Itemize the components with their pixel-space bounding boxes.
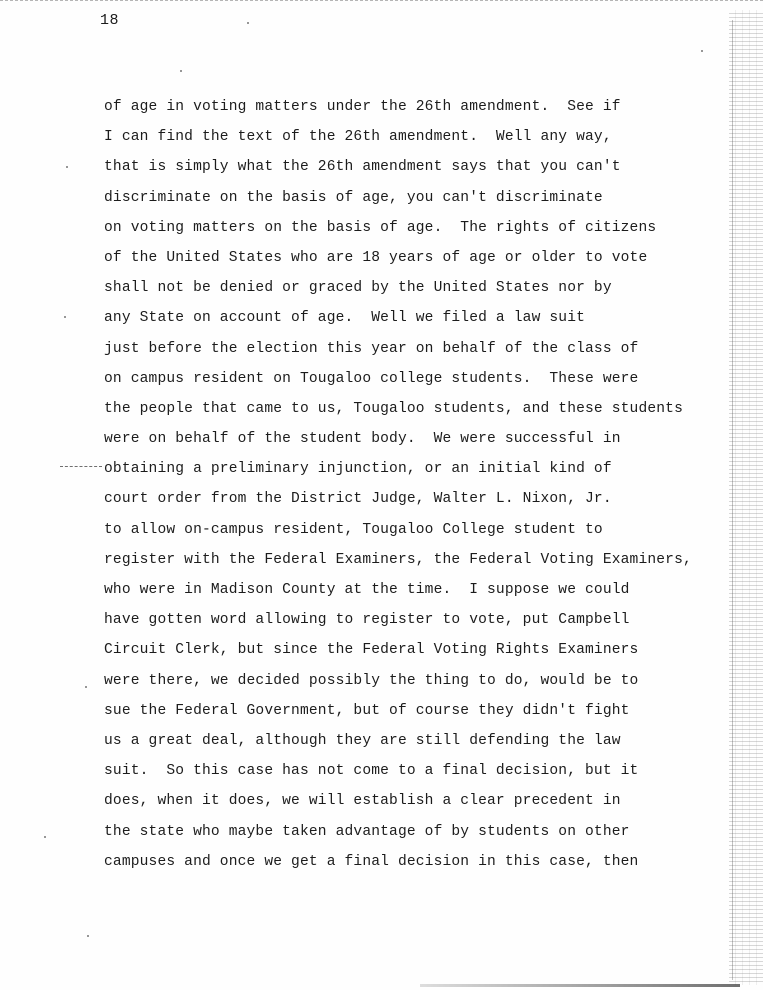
text-line: shall not be denied or graced by the United States nor by: [104, 280, 612, 297]
text-line: discriminate on the basis of age, you can't discriminate: [104, 189, 603, 206]
text-line: suit. So this case has not come to a final decision, but it: [104, 763, 639, 780]
scan-speck: [66, 166, 68, 168]
page-edge-line: [732, 20, 733, 980]
text-line: register with the Federal Examiners, the Federal Voting Examiners,: [104, 551, 692, 568]
text-line: to allow on-campus resident, Tougaloo College student to: [104, 521, 603, 538]
page-number: 18: [100, 12, 120, 29]
text-line: just before the election this year on behalf of the class of: [104, 340, 639, 357]
text-line: of age in voting matters under the 26th amendment. See if: [104, 99, 621, 115]
text-line: court order from the District Judge, Walter L. Nixon, Jr.: [104, 491, 612, 508]
text-line: have gotten word allowing to register to vote, put Campbell: [104, 612, 630, 629]
text-line: the state who maybe taken advantage of by students on other: [104, 823, 630, 840]
text-line: that is simply what the 26th amendment says that you can't: [104, 159, 621, 176]
text-line: sue the Federal Government, but of course they didn't fight: [104, 702, 630, 719]
text-line: campuses and once we get a final decision in this case, then: [104, 853, 639, 870]
text-line: I can find the text of the 26th amendment. Well any way,: [104, 129, 612, 146]
scan-speck: [247, 22, 249, 24]
page-top-border: [0, 0, 763, 7]
text-line: who were in Madison County at the time. I suppose we could: [104, 582, 630, 598]
scan-speck: [180, 70, 182, 72]
margin-mark: [60, 466, 102, 468]
text-line: on voting matters on the basis of age. The rights of citizens: [104, 219, 657, 236]
scan-speck: [701, 50, 703, 52]
text-line: Circuit Clerk, but since the Federal Voting Rights Examiners: [104, 642, 639, 659]
text-line: on campus resident on Tougaloo college students. These were: [104, 370, 639, 387]
scan-speck: [44, 836, 46, 838]
text-line: obtaining a preliminary injunction, or an initial kind of: [104, 461, 612, 478]
transcript-body: [104, 92, 714, 877]
scan-speck: [85, 686, 87, 688]
text-line: any State on account of age. Well we filed a law suit: [104, 310, 586, 327]
scan-speck: [87, 935, 89, 937]
text-line: were there, we decided possibly the thing to do, would be to: [104, 672, 639, 689]
scanned-page-edge: [729, 10, 763, 985]
page-bottom-edge: [420, 984, 740, 987]
text-line: of the United States who are 18 years of age or older to vote: [104, 249, 648, 266]
text-line: does, when it does, we will establish a clear precedent in: [104, 793, 621, 810]
scan-speck: [64, 316, 66, 318]
text-line: were on behalf of the student body. We were successful in: [104, 431, 621, 448]
text-line: us a great deal, although they are still defending the law: [104, 732, 621, 749]
text-line: the people that came to us, Tougaloo students, and these students: [104, 400, 683, 417]
